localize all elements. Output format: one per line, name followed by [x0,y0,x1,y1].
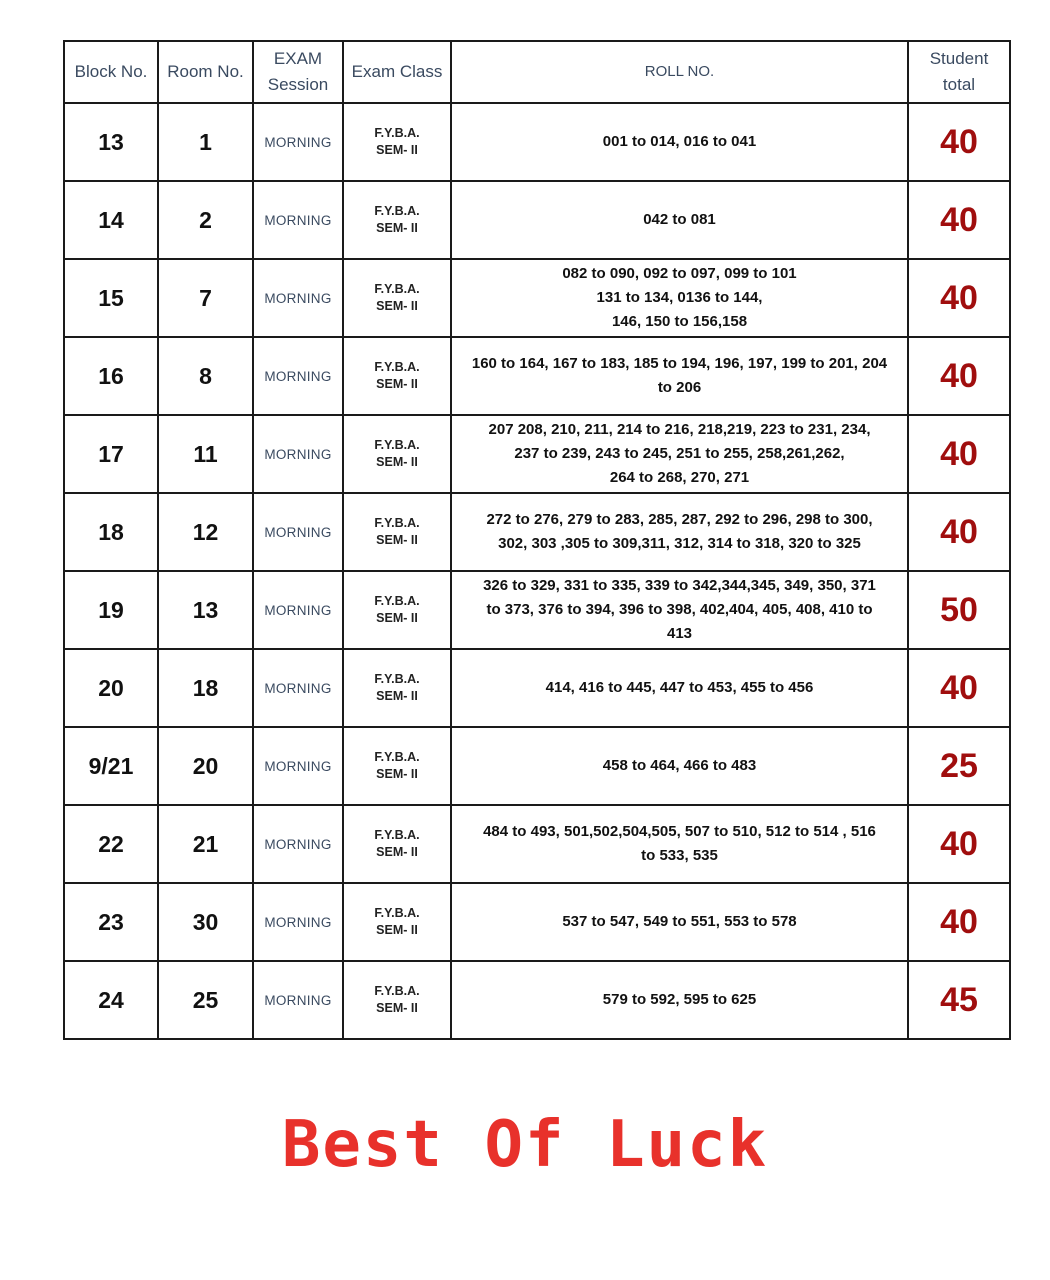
roll-numbers-line: 042 to 081 [643,211,716,228]
roll-numbers-line: 237 to 239, 243 to 245, 251 to 255, 258,261,262, [514,445,845,462]
roll-numbers [451,883,908,961]
roll-numbers-line: 414, 416 to 445, 447 to 453, 455 to 456 [545,679,814,696]
exam-class-line: F.Y.B.A. [374,750,420,764]
exam-class [343,571,451,649]
exam-class [343,961,451,1039]
room-number: 8 [158,337,253,415]
roll-numbers [451,181,908,259]
exam-class-line: F.Y.B.A. [374,984,420,998]
block-number: 15 [64,259,158,337]
block-number: 17 [64,415,158,493]
roll-numbers-line: 272 to 276, 279 to 283, 285, 287, 292 to 296, 298 to 300, [486,511,873,528]
exam-class-line: SEM- II [376,845,418,859]
header-room: Room No. [158,41,253,103]
exam-class-line: SEM- II [376,533,418,547]
roll-numbers-line: 458 to 464, 466 to 483 [602,757,757,774]
table-row [64,649,1010,727]
room-number: 30 [158,883,253,961]
roll-numbers-line: 537 to 547, 549 to 551, 553 to 578 [562,913,797,930]
header-total [908,41,1010,103]
room-number: 21 [158,805,253,883]
exam-class [343,181,451,259]
exam-class-line: F.Y.B.A. [374,282,420,296]
exam-session: MORNING [253,961,343,1039]
student-total: 40 [908,415,1010,493]
room-number: 20 [158,727,253,805]
room-number: 18 [158,649,253,727]
exam-session: MORNING [253,571,343,649]
roll-numbers [451,415,908,493]
exam-session: MORNING [253,337,343,415]
exam-class-line: SEM- II [376,299,418,313]
best-of-luck-message: Best Of Luck [281,1108,769,1182]
exam-class-line: SEM- II [376,455,418,469]
exam-class [343,805,451,883]
table-row [64,337,1010,415]
exam-class [343,493,451,571]
student-total: 40 [908,805,1010,883]
exam-session: MORNING [253,727,343,805]
student-total: 40 [908,883,1010,961]
student-total: 25 [908,727,1010,805]
exam-class-line: SEM- II [376,1001,418,1015]
roll-numbers-line: 413 [666,625,693,642]
exam-class-line: F.Y.B.A. [374,126,420,140]
block-number: 19 [64,571,158,649]
room-number: 11 [158,415,253,493]
header-session [253,41,343,103]
block-number: 22 [64,805,158,883]
exam-class [343,883,451,961]
student-total: 40 [908,181,1010,259]
room-number: 1 [158,103,253,181]
table-row [64,571,1010,649]
header-session-line2: Session [267,75,329,94]
exam-class [343,415,451,493]
table-row [64,415,1010,493]
exam-class-line: F.Y.B.A. [374,594,420,608]
roll-numbers [451,727,908,805]
table-body [64,103,1010,1039]
exam-class [343,727,451,805]
roll-numbers-line: to 373, 376 to 394, 396 to 398, 402,404, 405, 408, 410 to [486,601,873,618]
header-row [64,41,1010,103]
table-row [64,259,1010,337]
exam-class-line: SEM- II [376,767,418,781]
table-row [64,805,1010,883]
exam-class-line: F.Y.B.A. [374,360,420,374]
roll-numbers-line: 264 to 268, 270, 271 [609,469,750,486]
exam-session: MORNING [253,883,343,961]
roll-numbers-line: 131 to 134, 0136 to 144, [596,289,763,306]
header-total-line1: Student [929,49,989,68]
exam-class-line: SEM- II [376,923,418,937]
block-number: 20 [64,649,158,727]
student-total: 40 [908,649,1010,727]
roll-numbers-line: 579 to 592, 595 to 625 [602,991,757,1008]
block-number: 9/21 [64,727,158,805]
exam-class-line: F.Y.B.A. [374,204,420,218]
exam-class-line: F.Y.B.A. [374,516,420,530]
header-session-line1: EXAM [273,49,323,68]
roll-numbers-line: 146, 150 to 156,158 [611,313,748,330]
exam-class-line: F.Y.B.A. [374,906,420,920]
block-number: 23 [64,883,158,961]
student-total: 40 [908,337,1010,415]
seating-table [63,40,1011,1040]
roll-numbers-line: 326 to 329, 331 to 335, 339 to 342,344,345, 349, 350, 371 [483,577,876,594]
header-exam-class: Exam Class [343,41,451,103]
table-row [64,103,1010,181]
exam-class-line: F.Y.B.A. [374,438,420,452]
table-row [64,727,1010,805]
room-number: 25 [158,961,253,1039]
table-row [64,493,1010,571]
table-row [64,181,1010,259]
roll-numbers [451,337,908,415]
block-number: 24 [64,961,158,1039]
roll-numbers [451,259,908,337]
roll-numbers-line: to 206 [657,379,702,396]
exam-session: MORNING [253,181,343,259]
student-total: 50 [908,571,1010,649]
exam-class-line: SEM- II [376,143,418,157]
room-number: 13 [158,571,253,649]
student-total: 40 [908,493,1010,571]
exam-class-line: SEM- II [376,221,418,235]
room-number: 2 [158,181,253,259]
roll-numbers-line: 160 to 164, 167 to 183, 185 to 194, 196, 197, 199 to 201, 204 [471,355,888,372]
header-total-line2: total [942,75,976,94]
roll-numbers [451,649,908,727]
exam-class [343,259,451,337]
roll-numbers [451,571,908,649]
exam-class-line: SEM- II [376,689,418,703]
roll-numbers [451,493,908,571]
exam-class-line: SEM- II [376,377,418,391]
header-block: Block No. [64,41,158,103]
exam-session: MORNING [253,649,343,727]
roll-numbers [451,103,908,181]
table-row [64,883,1010,961]
roll-numbers-line: 302, 303 ,305 to 309,311, 312, 314 to 318, 320 to 325 [498,535,861,552]
roll-numbers-line: 082 to 090, 092 to 097, 099 to 101 [562,265,797,282]
exam-class-line: SEM- II [376,611,418,625]
roll-numbers-line: 207 208, 210, 211, 214 to 216, 218,219, 223 to 231, 234, [488,421,871,438]
student-total: 40 [908,259,1010,337]
roll-numbers-line: 484 to 493, 501,502,504,505, 507 to 510, 512 to 514 , 516 [483,823,876,840]
exam-session: MORNING [253,415,343,493]
student-total: 40 [908,103,1010,181]
roll-numbers [451,961,908,1039]
table-row [64,961,1010,1039]
block-number: 14 [64,181,158,259]
block-number: 18 [64,493,158,571]
student-total: 45 [908,961,1010,1039]
exam-class-line: F.Y.B.A. [374,672,420,686]
exam-session: MORNING [253,103,343,181]
exam-class [343,649,451,727]
exam-session: MORNING [253,493,343,571]
exam-class-line: F.Y.B.A. [374,828,420,842]
room-number: 7 [158,259,253,337]
roll-numbers [451,805,908,883]
exam-class [343,337,451,415]
header-roll: ROLL NO. [451,41,908,103]
block-number: 13 [64,103,158,181]
roll-numbers-line: 001 to 014, 016 to 041 [602,133,757,150]
roll-numbers-line: to 533, 535 [641,847,718,864]
exam-class [343,103,451,181]
block-number: 16 [64,337,158,415]
room-number: 12 [158,493,253,571]
exam-session: MORNING [253,259,343,337]
exam-session: MORNING [253,805,343,883]
